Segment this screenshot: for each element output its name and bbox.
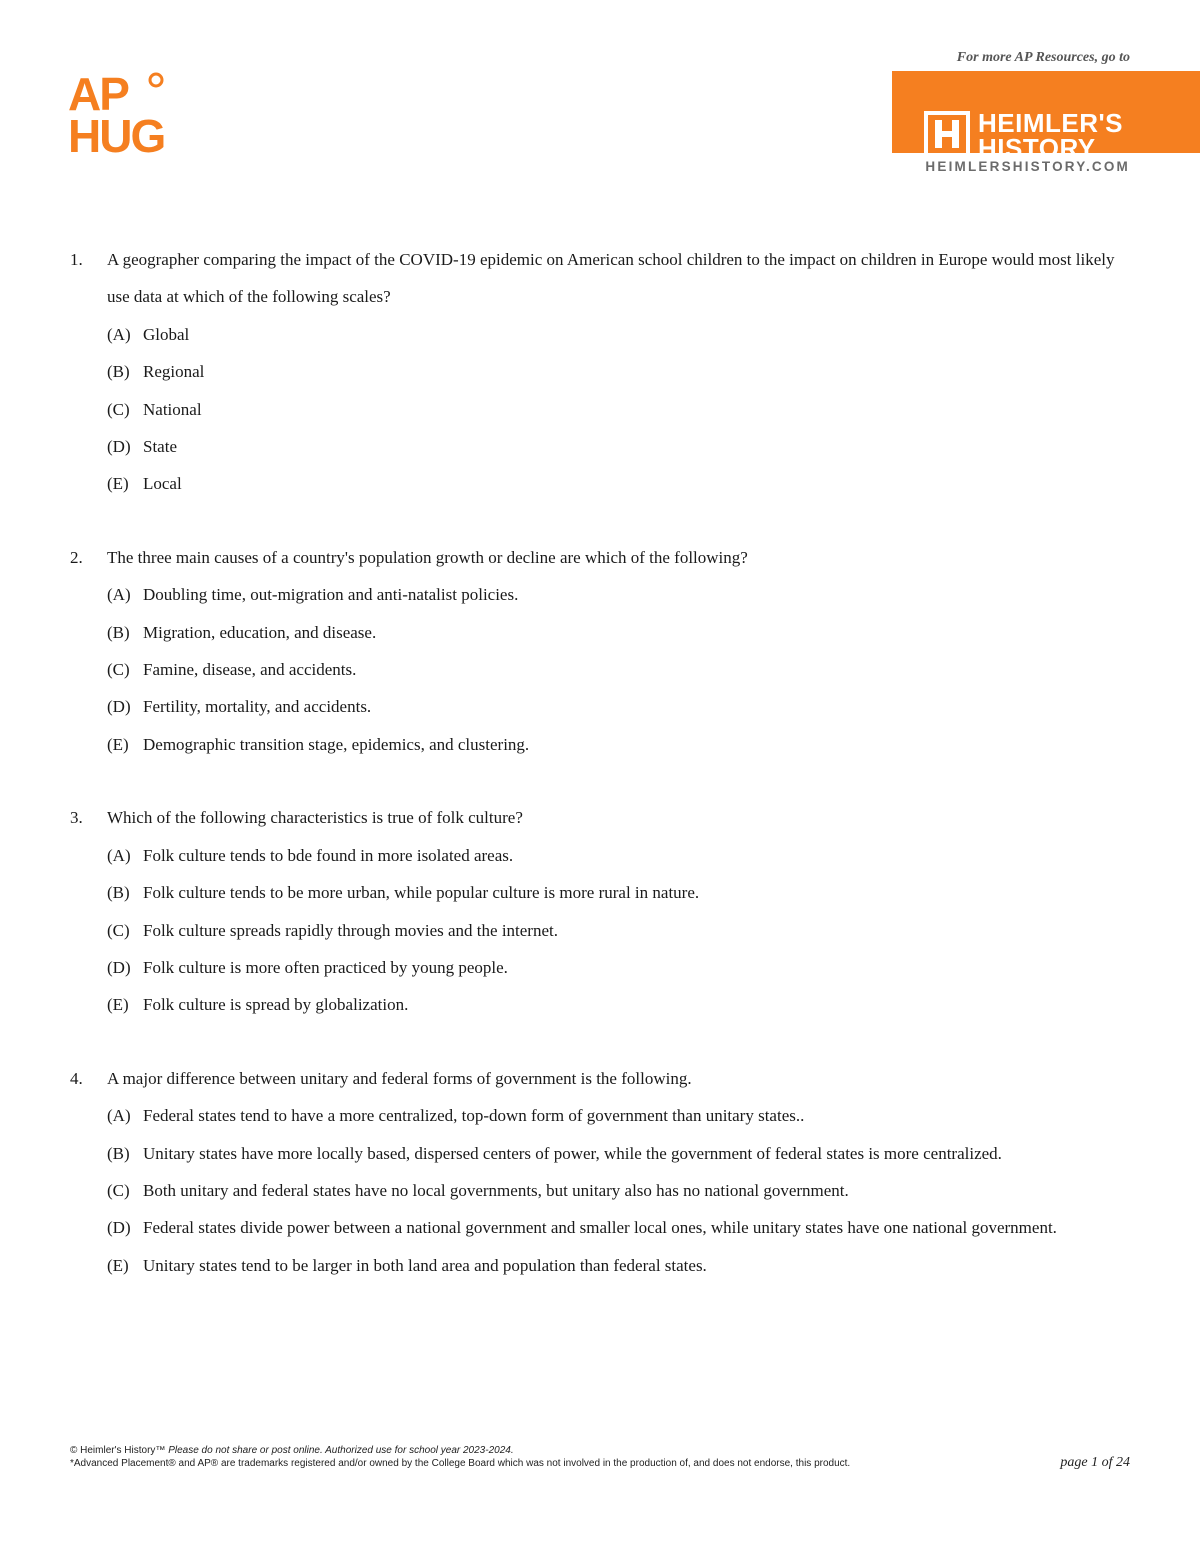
answer-option bbox=[107, 428, 1140, 465]
option-letter: (C) bbox=[107, 660, 130, 680]
answer-option bbox=[107, 1135, 1140, 1172]
answer-options bbox=[107, 316, 1140, 503]
question-number: 3. bbox=[70, 808, 83, 828]
answer-option bbox=[107, 1209, 1140, 1246]
option-letter: (E) bbox=[107, 995, 129, 1015]
option-text: Demographic transition stage, epidemics, and clustering. bbox=[143, 734, 530, 754]
question-text: A geographer comparing the impact of the COVID-19 epidemic on American school children to the impact on children in Europe would most likely use data at which of the following scales? bbox=[107, 250, 1115, 307]
usage-notice: Please do not share or post online. Authorized use for school year 2023-2024. bbox=[168, 1445, 514, 1456]
option-text: National bbox=[143, 399, 202, 419]
option-letter: (D) bbox=[107, 1218, 131, 1238]
answer-option bbox=[107, 688, 1140, 725]
question-1 bbox=[70, 241, 1140, 503]
answer-option bbox=[107, 576, 1140, 613]
option-letter: (E) bbox=[107, 1255, 129, 1275]
answer-option bbox=[107, 1172, 1140, 1209]
question-number: 2. bbox=[70, 547, 83, 567]
option-letter: (B) bbox=[107, 362, 130, 382]
option-text: Global bbox=[143, 324, 190, 344]
option-text: Federal states tend to have a more centralized, top-down form of government than unitary states.. bbox=[143, 1106, 805, 1126]
question-text: A major difference between unitary and federal forms of government is the following. bbox=[107, 1068, 692, 1088]
page-number: page 1 of 24 bbox=[1060, 1455, 1130, 1470]
answer-options bbox=[107, 576, 1140, 763]
option-letter: (D) bbox=[107, 437, 131, 457]
question-stem bbox=[70, 799, 1140, 836]
copyright-line bbox=[70, 1444, 1130, 1457]
brand-name-line1: HEIMLER'S bbox=[978, 108, 1124, 138]
answer-option bbox=[107, 391, 1140, 428]
answer-option bbox=[107, 316, 1140, 353]
question-number: 1. bbox=[70, 250, 83, 269]
answer-option bbox=[107, 986, 1140, 1023]
option-text: Folk culture tends to be more urban, while popular culture is more rural in nature. bbox=[143, 883, 700, 903]
question-stem bbox=[70, 1060, 1140, 1097]
page-footer bbox=[70, 1444, 1130, 1470]
option-text: Folk culture spreads rapidly through movies and the internet. bbox=[143, 920, 558, 940]
option-letter: (B) bbox=[107, 883, 130, 903]
question-stem bbox=[70, 241, 1140, 316]
option-letter: (D) bbox=[107, 957, 131, 977]
aphug-logo bbox=[68, 70, 198, 160]
option-text: Doubling time, out-migration and anti-natalist policies. bbox=[143, 585, 519, 605]
answer-options bbox=[107, 837, 1140, 1024]
option-letter: (D) bbox=[107, 697, 131, 717]
question-3 bbox=[70, 799, 1140, 1023]
option-letter: (C) bbox=[107, 399, 130, 419]
option-text: Both unitary and federal states have no local governments, but unitary also has no national government. bbox=[143, 1180, 849, 1200]
copyright: © Heimler's History™ bbox=[70, 1445, 166, 1456]
question-stem bbox=[70, 539, 1140, 576]
answer-option bbox=[107, 353, 1140, 390]
promo-tagline: For more AP Resources, go to bbox=[956, 50, 1130, 65]
option-letter: (E) bbox=[107, 734, 129, 754]
question-number: 4. bbox=[70, 1068, 83, 1088]
option-text: Federal states divide power between a national government and smaller local ones, while unitary states have one national government. bbox=[143, 1218, 1057, 1238]
brand-url-link[interactable]: HEIMLERSHISTORY.COM bbox=[925, 159, 1130, 174]
heimlers-promo[interactable] bbox=[892, 47, 1200, 174]
option-letter: (C) bbox=[107, 920, 130, 940]
option-letter: (C) bbox=[107, 1180, 130, 1200]
brand-name-line2: HISTORY bbox=[978, 133, 1096, 163]
question-text: Which of the following characteristics is true of folk culture? bbox=[107, 808, 523, 828]
option-letter: (B) bbox=[107, 1143, 130, 1163]
question-2 bbox=[70, 539, 1140, 763]
option-letter: (E) bbox=[107, 474, 129, 494]
aphug-logo-graphic bbox=[68, 70, 198, 160]
svg-text:HUG: HUG bbox=[68, 110, 165, 160]
option-letter: (A) bbox=[107, 1106, 131, 1126]
option-text: Folk culture is more often practiced by young people. bbox=[143, 957, 508, 977]
option-letter: (A) bbox=[107, 845, 131, 865]
option-text: Unitary states tend to be larger in both land area and population than federal states. bbox=[143, 1255, 707, 1275]
answer-option bbox=[107, 651, 1140, 688]
option-letter: (A) bbox=[107, 585, 131, 605]
option-text: Folk culture is spread by globalization. bbox=[143, 995, 409, 1015]
option-text: Migration, education, and disease. bbox=[143, 622, 377, 642]
answer-option bbox=[107, 614, 1140, 651]
option-letter: (B) bbox=[107, 622, 130, 642]
question-text: The three main causes of a country's population growth or decline are which of the following? bbox=[107, 547, 748, 567]
option-text: Local bbox=[143, 474, 182, 494]
answer-options bbox=[107, 1097, 1140, 1284]
question-4 bbox=[70, 1060, 1140, 1284]
option-letter: (A) bbox=[107, 324, 131, 344]
option-text: Folk culture tends to bde found in more isolated areas. bbox=[143, 845, 514, 865]
option-text: State bbox=[143, 437, 177, 457]
svg-text:AP: AP bbox=[68, 70, 128, 120]
answer-option bbox=[107, 726, 1140, 763]
answer-option bbox=[107, 1247, 1140, 1284]
question-list bbox=[70, 241, 1140, 1284]
trademark-notice: *Advanced Placement® and AP® are trademarks registered and/or owned by the College Board which was not involved in the production of, and does not endorse, this product. bbox=[70, 1458, 851, 1469]
option-text: Fertility, mortality, and accidents. bbox=[143, 697, 372, 717]
answer-option bbox=[107, 874, 1140, 911]
answer-option bbox=[107, 949, 1140, 986]
option-text: Unitary states have more locally based, dispersed centers of power, while the government of federal states is more centralized. bbox=[143, 1143, 1002, 1163]
answer-option bbox=[107, 1097, 1140, 1134]
answer-option bbox=[107, 465, 1140, 502]
brand-name bbox=[978, 108, 1124, 163]
heimlers-h-icon bbox=[924, 111, 970, 157]
answer-option bbox=[107, 912, 1140, 949]
option-text: Famine, disease, and accidents. bbox=[143, 660, 357, 680]
heimlers-history-banner[interactable] bbox=[892, 71, 1200, 163]
answer-option bbox=[107, 837, 1140, 874]
option-text: Regional bbox=[143, 362, 205, 382]
